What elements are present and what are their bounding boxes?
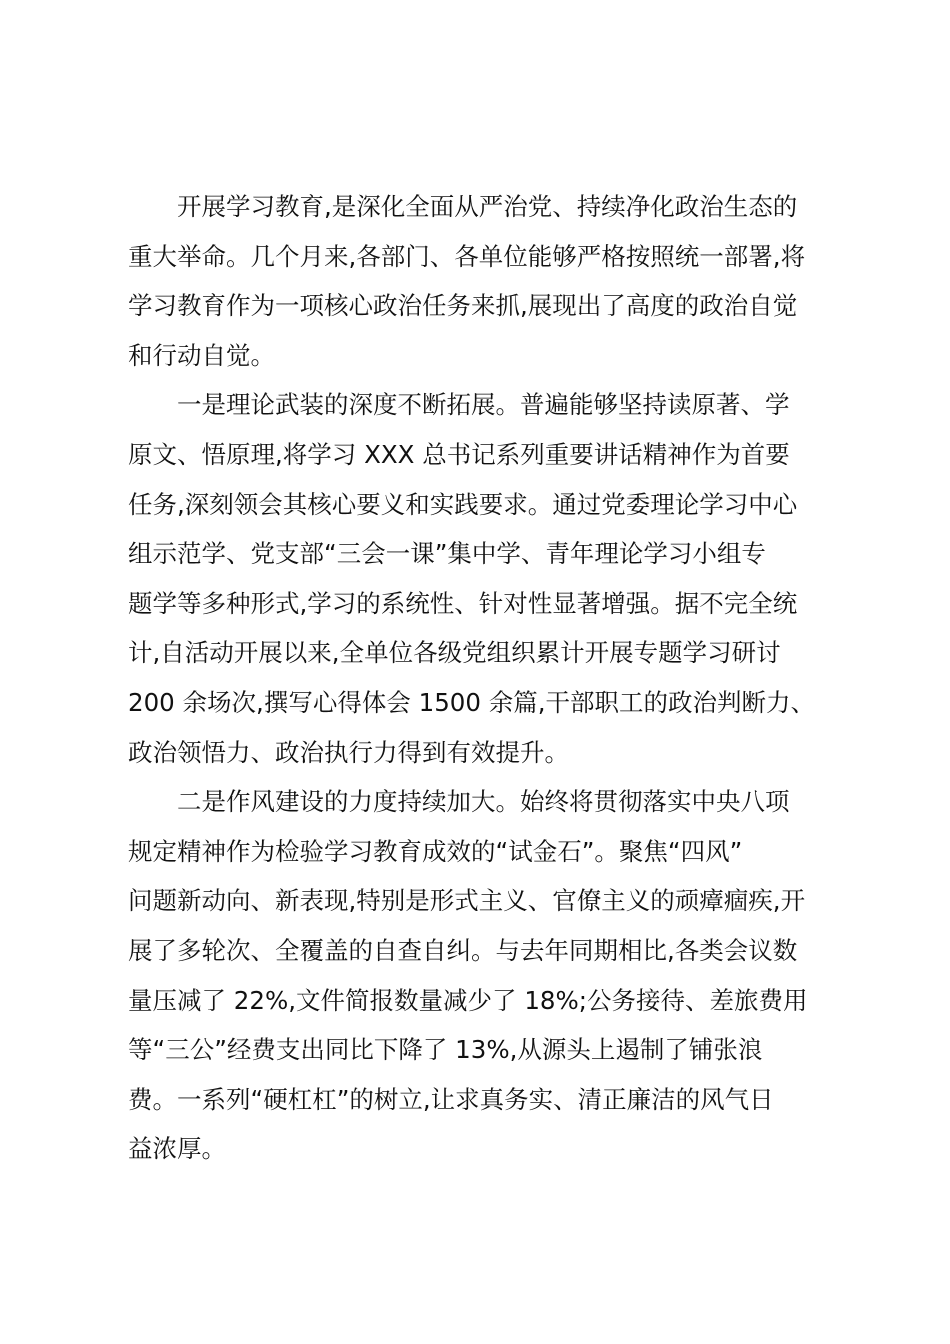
text-line: 开展学习教育,是深化全面从严治党、持续净化政治生态的 — [177, 192, 798, 221]
text-line: 200 余场次,撰写心得体会 1500 余篇,干部职工的政治判断力、 — [128, 687, 816, 717]
paragraph-intro — [128, 182, 834, 380]
text-line: 学习教育作为一项核心政治任务来抓,展现出了高度的政治自觉 — [128, 291, 798, 321]
text-line: 政治领悟力、政治执行力得到有效提升。 — [128, 737, 569, 767]
text-line: 一是理论武装的深度不断拓展。普遍能够坚持读原著、学 — [177, 390, 790, 420]
text-line: 计,自活动开展以来,全单位各级党组织累计开展专题学习研讨 — [128, 638, 781, 668]
paragraph-theory — [128, 380, 834, 777]
text-line: 益浓厚。 — [128, 1134, 226, 1164]
text-line: 费。一系列“硬杠杠”的树立,让求真务实、清正廉洁的风气日 — [128, 1084, 774, 1114]
text-line: 等“三公”经费支出同比下降了 13%,从源头上遏制了铺张浪 — [128, 1035, 763, 1065]
text-line: 组示范学、党支部“三会一课”集中学、青年理论学习小组专 — [128, 539, 766, 569]
text-line: 二是作风建设的力度持续加大。始终将贯彻落实中央八项 — [177, 787, 790, 817]
text-line: 规定精神作为检验学习教育成效的“试金石”。聚焦“四风” — [128, 836, 743, 866]
text-line: 任务,深刻领会其核心要义和实践要求。通过党委理论学习中心 — [128, 489, 798, 519]
text-line: 重大举命。几个月来,各部门、各单位能够严格按照统一部署,将 — [128, 241, 806, 271]
text-line: 量压减了 22%,文件简报数量减少了 18%;公务接待、差旅费用 — [128, 985, 808, 1015]
paragraph-work-style — [128, 777, 834, 1174]
document-body — [128, 182, 834, 1174]
text-line: 展了多轮次、全覆盖的自查自纠。与去年同期相比,各类会议数 — [128, 935, 798, 965]
text-line: 问题新动向、新表现,特别是形式主义、官僚主义的顽瘴痼疾,开 — [128, 886, 806, 916]
text-line: 原文、悟原理,将学习 XXX 总书记系列重要讲话精神作为首要 — [128, 439, 790, 469]
text-line: 和行动自觉。 — [128, 340, 275, 370]
text-line: 题学等多种形式,学习的系统性、针对性显著增强。据不完全统 — [128, 588, 798, 618]
